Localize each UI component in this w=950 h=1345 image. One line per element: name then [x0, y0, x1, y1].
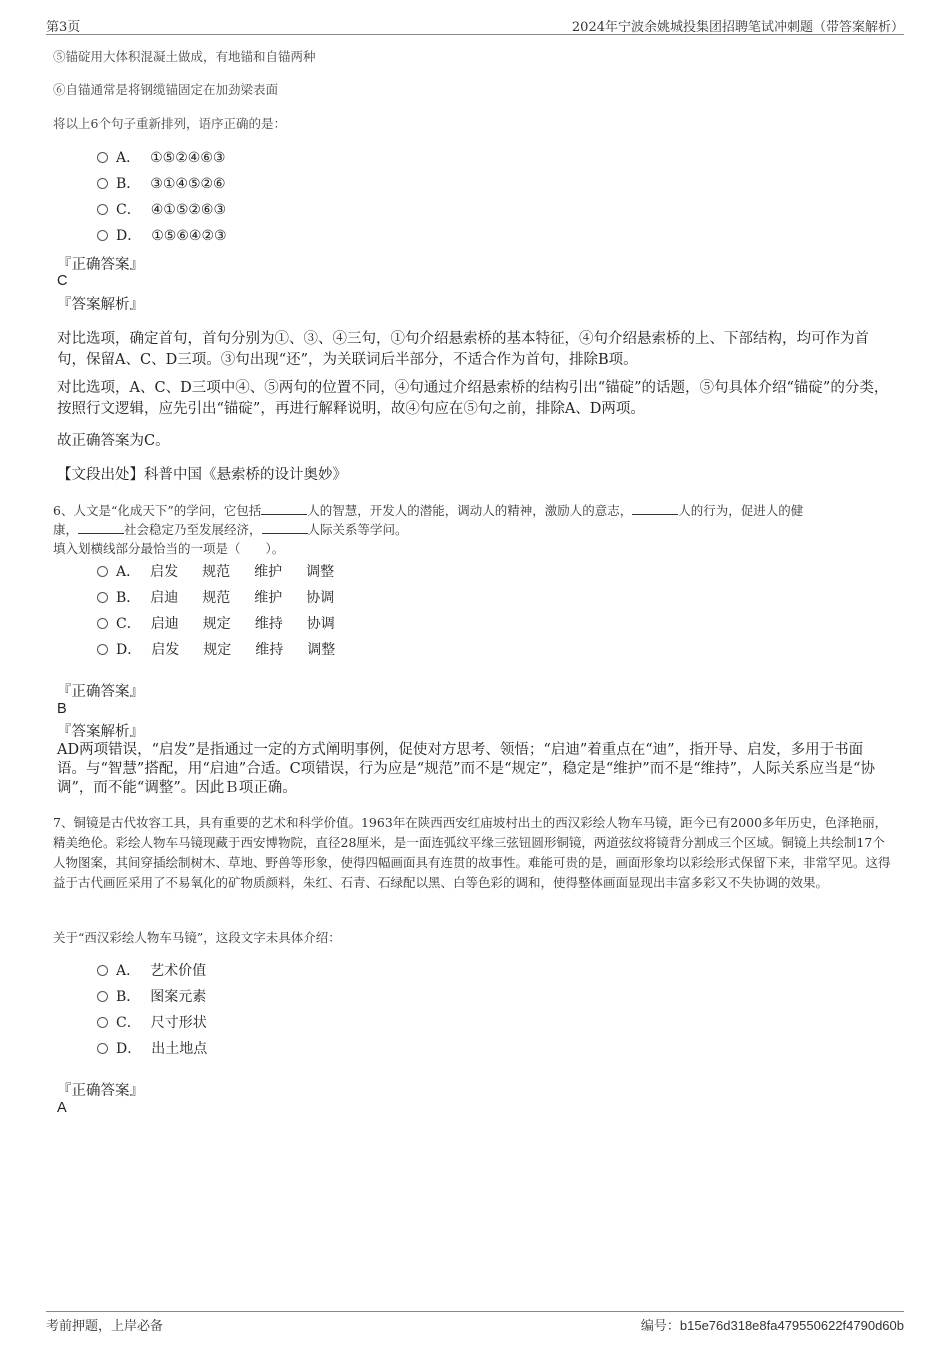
- radio-icon[interactable]: [97, 965, 108, 976]
- question-prompt: 将以上6个句子重新排列，语序正确的是：: [53, 116, 286, 131]
- option-word: 规定: [203, 642, 232, 658]
- document-id: 编号：b15e76d318e8fa479550622f4790d60b: [640, 1318, 904, 1333]
- option-word: 启迪: [150, 616, 179, 632]
- answer-value: A: [57, 1100, 67, 1116]
- option-letter: C．: [116, 1015, 141, 1031]
- option-word: 维持: [255, 642, 284, 658]
- text-source: 【文段出处】科普中国《悬索桥的设计奥妙》: [57, 467, 347, 483]
- radio-icon[interactable]: [97, 566, 108, 577]
- analysis-paragraph: 对比选项，A、C、D三项中④、⑤两句的位置不同，④句通过介绍悬索桥的结构引出“锚碇”的话题，⑤句具体介绍“锚碇”的分类，按照行文逻辑，应先引出“锚碇”，再进行解释说明，故④句应在⑤句之前，排除A、D两项。: [57, 380, 889, 417]
- option-letter: D．: [116, 1041, 142, 1057]
- analysis-paragraph: 对比选项，确定首句，首句分别为①、③、④三句，①句介绍悬索桥的基本特征，④句介绍悬索桥的上、下部结构，均可作为首句，保留A、C、D三项。③句出现“还”，为关联词后半部分，不适合作为首句，排除B项。: [57, 331, 869, 368]
- answer-label: 『正确答案』: [57, 684, 144, 700]
- option-letter: C．: [116, 202, 141, 218]
- option-word: 调整: [306, 564, 335, 580]
- radio-icon[interactable]: [97, 178, 108, 189]
- option-letter: B．: [116, 176, 141, 192]
- radio-icon[interactable]: [97, 1043, 108, 1054]
- option-letter: A．: [116, 963, 141, 979]
- answer-value: C: [57, 273, 68, 289]
- blank: [261, 502, 307, 515]
- radio-icon[interactable]: [97, 230, 108, 241]
- radio-icon[interactable]: [97, 618, 108, 629]
- radio-icon[interactable]: [97, 1017, 108, 1028]
- page-header: [46, 14, 904, 35]
- option-text: ④①⑤②⑥③: [150, 202, 227, 218]
- option-text: ①⑤⑥④②③: [151, 228, 227, 244]
- question-stem: 7、铜镜是古代妆容工具，具有重要的艺术和科学价值。1963年在陕西西安红庙坡村出土的西汉彩绘人物车马镜，距今已有2000多年历史，色泽艳丽，精美绝伦。彩绘人物车马镜现藏于西安博物院，直径28厘米，是一面连弧纹平缘三弦钮圆形铜镜，两道弦纹将镜背分割成三个区域。铜镜上共绘制17个人物图案，其间穿插绘制树木、草地、野兽等形象，使得四幅画面具有连贯的故事性。难能可贵的是，画面形象均以彩绘形式保留下来，非常罕见。这得益于古代画匠采用了不易氧化的矿物质颜料，朱红、石青、石绿配以黑、白等色彩的调和，使得整体画面显现出丰富多彩又不失协调的效果。: [53, 815, 891, 890]
- footer-slogan: 考前押题，上岸必备: [46, 1319, 164, 1334]
- blank: [78, 521, 124, 534]
- option-d[interactable]: [97, 226, 227, 246]
- stem-text: 社会稳定乃至发展经济，: [124, 522, 262, 537]
- stem-text: 人的行为，促进人的健: [678, 503, 804, 518]
- blank: [632, 502, 678, 515]
- analysis-conclusion: 故正确答案为C。: [57, 433, 170, 449]
- sentence-6: ⑥自锚通常是将钢缆锚固定在加劲梁表面: [53, 82, 279, 97]
- option-word: 协调: [306, 616, 335, 632]
- option-word: 启发: [151, 642, 180, 658]
- analysis-paragraph: AD两项错误，“启发”是指通过一定的方式阐明事例，促使对方思考、领悟；“启迪”着重点在“迪”，指开导、启发，多用于书面语。与“智慧”搭配，用“启迪”合适。C项错误，行为应是“规范”而不是“规定”，稳定是“维护”而不是“维持”，人际关系应当是“协调”，而不能“调整”。因此Ｂ项正确。: [57, 742, 875, 796]
- radio-icon[interactable]: [97, 204, 108, 215]
- option-d[interactable]: [97, 1039, 207, 1059]
- answer-label: 『正确答案』: [57, 1083, 144, 1099]
- analysis-label: 『答案解析』: [57, 297, 144, 313]
- option-letter: B．: [116, 590, 141, 606]
- page-footer: [46, 1311, 904, 1334]
- option-word: 协调: [306, 590, 335, 606]
- option-word: 维护: [254, 590, 283, 606]
- option-word: 维持: [254, 616, 283, 632]
- option-word: 维护: [254, 564, 283, 580]
- stem-text: 人的智慧，开发人的潜能，调动人的精神，激励人的意志，: [307, 503, 633, 518]
- answer-value: B: [57, 701, 67, 717]
- option-text: ③①④⑤②⑥: [150, 176, 226, 192]
- option-b[interactable]: [97, 174, 226, 194]
- answer-label: 『正确答案』: [57, 257, 144, 273]
- option-c[interactable]: [97, 200, 226, 220]
- radio-icon[interactable]: [97, 592, 108, 603]
- stem-text: 人际关系等学问。: [307, 522, 408, 537]
- option-letter: A．: [116, 564, 141, 580]
- option-a[interactable]: [97, 562, 358, 582]
- radio-icon[interactable]: [97, 152, 108, 163]
- option-word: 规范: [202, 590, 231, 606]
- option-word: 规定: [202, 616, 231, 632]
- radio-icon[interactable]: [97, 991, 108, 1002]
- analysis-label: 『答案解析』: [57, 724, 144, 740]
- stem-text: 6、人文是“化成天下”的学问，它包括: [53, 503, 262, 518]
- option-text: 艺术价值: [150, 963, 207, 979]
- option-text: ①⑤②④⑥③: [150, 150, 226, 166]
- question-prompt: 填入划横线部分最恰当的一项是（ ）。: [53, 541, 285, 556]
- option-b[interactable]: [97, 987, 206, 1007]
- blank: [262, 521, 308, 534]
- option-letter: C．: [116, 616, 141, 632]
- option-word: 规范: [202, 564, 231, 580]
- option-letter: B．: [116, 989, 141, 1005]
- sentence-5: ⑤锚碇用大体积混凝土做成，有地锚和自锚两种: [53, 49, 316, 64]
- stem-text: 康，: [53, 522, 79, 537]
- option-a[interactable]: [97, 148, 225, 168]
- option-letter: D．: [116, 642, 142, 658]
- question-stem: [53, 501, 895, 558]
- radio-icon[interactable]: [97, 644, 108, 655]
- option-c[interactable]: [97, 1013, 207, 1033]
- option-a[interactable]: [97, 961, 206, 981]
- option-d[interactable]: [97, 640, 359, 660]
- document-title: 2024年宁波余姚城投集团招聘笔试冲刺题（带答案解析）: [571, 20, 904, 35]
- option-word: 启发: [150, 564, 179, 580]
- page-number: 第3页: [46, 20, 81, 35]
- option-word: 启迪: [150, 590, 179, 606]
- option-text: 出土地点: [151, 1041, 208, 1057]
- option-text: 尺寸形状: [150, 1015, 207, 1031]
- option-b[interactable]: [97, 588, 358, 608]
- question-prompt: 关于“西汉彩绘人物车马镜”，这段文字未具体介绍：: [53, 930, 341, 945]
- option-text: 图案元素: [150, 989, 207, 1005]
- option-word: 调整: [307, 642, 336, 658]
- option-letter: D．: [116, 228, 142, 244]
- option-letter: A．: [116, 150, 141, 166]
- option-c[interactable]: [97, 614, 359, 634]
